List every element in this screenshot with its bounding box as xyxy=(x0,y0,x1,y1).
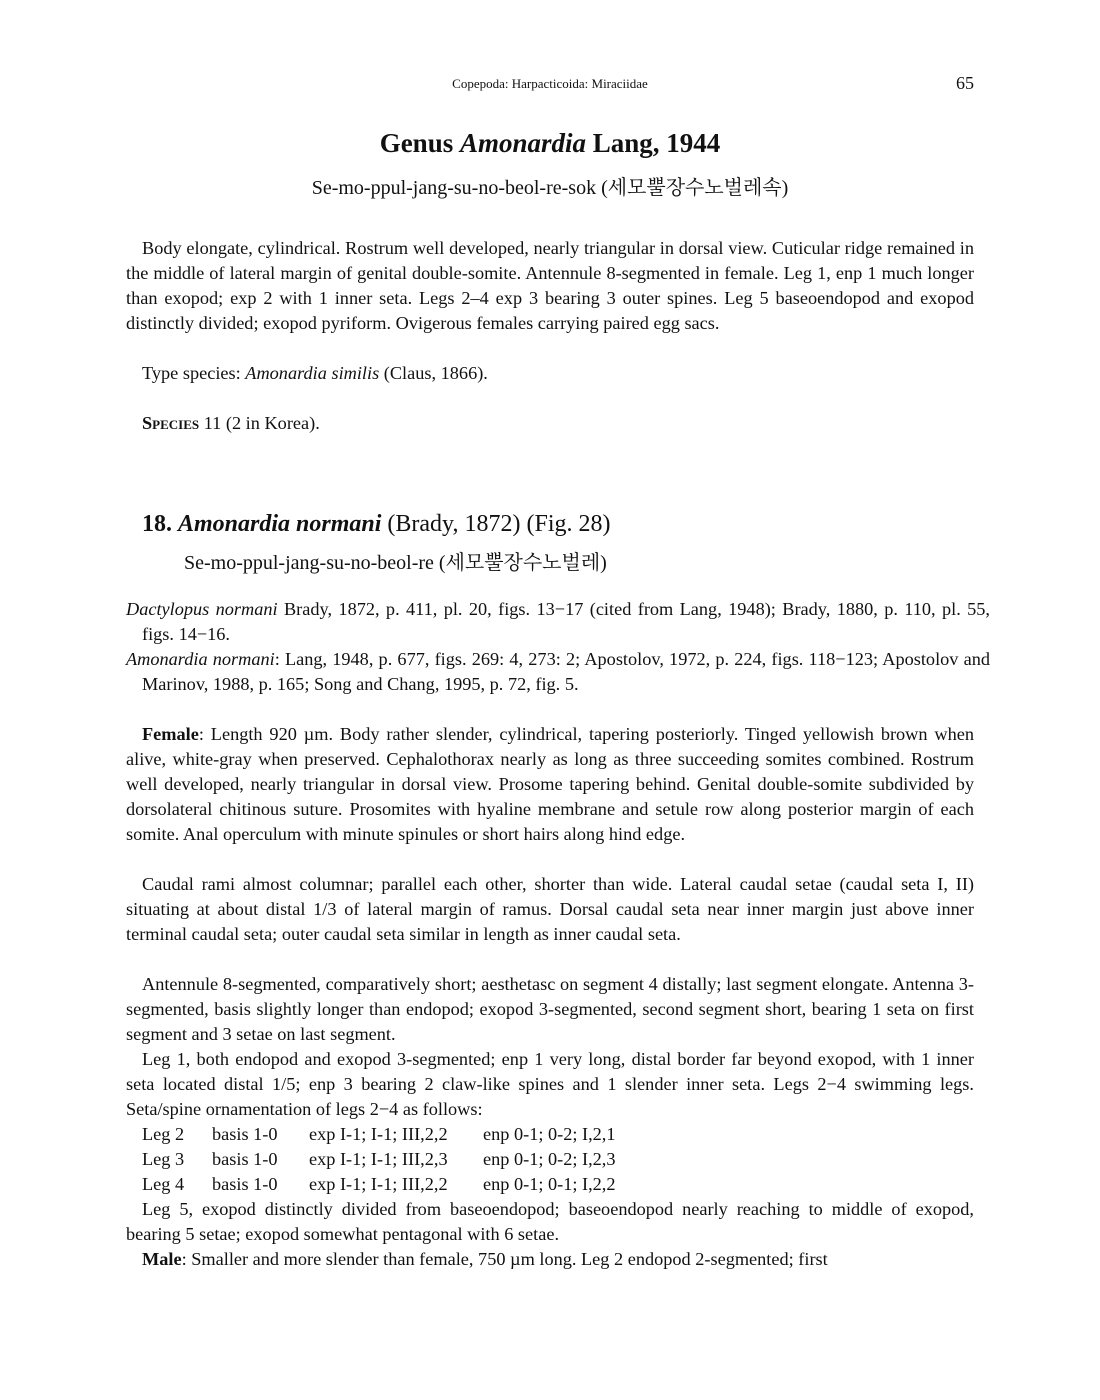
species-count xyxy=(126,411,974,436)
type-species-label: Type species: xyxy=(142,363,246,383)
synonym-name: Amonardia normani xyxy=(126,649,275,669)
species-count-text: 11 (2 in Korea). xyxy=(199,413,320,433)
type-species xyxy=(126,361,974,386)
exp-cell: exp I-1; I-1; III,2,2 xyxy=(309,1174,448,1194)
species-number: 18. xyxy=(142,511,172,537)
species-korean-name: Se-mo-ppul-jang-su-no-beol-re (세모뿔장수노벌레) xyxy=(184,552,607,574)
leg5-description: Leg 5, exopod distinctly divided from baseoendopod; baseoendopod nearly reaching to middle of exopod, bearing 5 setae; exopod somewhat pentagonal with 6 setae. xyxy=(126,1199,974,1244)
basis-cell: basis 1-0 xyxy=(212,1149,278,1169)
female-description xyxy=(126,722,974,847)
species-heading xyxy=(142,511,610,538)
running-head: Copepoda: Harpacticoida: Miraciidae xyxy=(452,76,648,91)
species-name: Amonardia normani xyxy=(178,511,382,537)
species-author: (Brady, 1872) (Fig. 28) xyxy=(381,511,611,537)
caudal-description: Caudal rami almost columnar; parallel each other, shorter than wide. Lateral caudal setae (caudal seta I, II) situating at about distal 1/3 of lateral margin of ramus. Dorsal caudal seta near inner margin just above inner terminal caudal seta; outer caudal seta similar in length as inner caudal seta. xyxy=(126,874,974,944)
synonym-text: : Lang, 1948, p. 677, figs. 269: 4, 273: 2; Apostolov, 1972, p. 224, figs. 118−123; Apostolov and Marinov, 1988, p. 165; Song and Chang, 1995, p. 72, fig. 5. xyxy=(142,649,990,694)
synonym-entry xyxy=(126,647,990,697)
page-number: 65 xyxy=(956,73,974,93)
enp-cell: enp 0-1; 0-2; I,2,3 xyxy=(483,1149,616,1169)
leg-cell: Leg 2 xyxy=(142,1124,185,1144)
synonym-name: Dactylopus normani xyxy=(126,599,278,619)
male-description xyxy=(126,1247,974,1272)
leg-cell: Leg 4 xyxy=(142,1174,185,1194)
basis-cell: basis 1-0 xyxy=(212,1174,278,1194)
leg1-description: Leg 1, both endopod and exopod 3-segmented; enp 1 very long, distal border far beyond exopod, with 1 inner seta located distal 1/5; enp 3 bearing 2 claw-like spines and 1 slender inner seta. Legs 2−4 swimming legs. Seta/spine ornamentation of legs 2−4 as follows: xyxy=(126,1049,974,1119)
genus-title-prefix: Genus xyxy=(379,128,460,158)
antennule-description: Antennule 8-segmented, comparatively short; aesthetasc on segment 4 distally; last segment elongate. Antenna 3-segmented, basis slightly longer than endopod; exopod 3-segmented, second segment short, bearing 1 seta on first segment and 3 setae on last segment. xyxy=(126,974,974,1044)
male-text: : Smaller and more slender than female, 750 µm long. Leg 2 endopod 2-segmented; first xyxy=(181,1249,828,1269)
synonym-text: Brady, 1872, p. 411, pl. 20, figs. 13−17 (cited from Lang, 1948); Brady, 1880, p. 110, pl. 55, figs. 14−16. xyxy=(142,599,991,644)
enp-cell: enp 0-1; 0-1; I,2,2 xyxy=(483,1174,616,1194)
genus-title-suffix: Lang, 1944 xyxy=(586,128,721,158)
type-species-author: (Claus, 1866). xyxy=(379,363,488,383)
basis-cell: basis 1-0 xyxy=(212,1124,278,1144)
exp-cell: exp I-1; I-1; III,2,3 xyxy=(309,1149,448,1169)
genus-korean-name: Se-mo-ppul-jang-su-no-beol-re-sok (세모뿔장수노벌레속) xyxy=(311,177,789,199)
genus-description: Body elongate, cylindrical. Rostrum well developed, nearly triangular in dorsal view. Cuticular ridge remained in the middle of lateral margin of genital double-somite. Antennule 8-segmented in female. Leg 1, enp 1 much longer than exopod; exp 2 with 1 inner seta. Legs 2–4 exp 3 bearing 3 outer spines. Leg 5 baseoendopod and exopod distinctly divided; exopod pyriform. Ovigerous females carrying paired egg sacs. xyxy=(126,238,974,333)
species-count-label: Species xyxy=(142,413,200,433)
female-label: Female xyxy=(142,724,199,744)
male-label: Male xyxy=(142,1249,182,1269)
leg-cell: Leg 3 xyxy=(142,1149,185,1169)
enp-cell: enp 0-1; 0-2; I,2,1 xyxy=(483,1124,616,1144)
synonym-entry xyxy=(126,597,990,647)
genus-title-name: Amonardia xyxy=(459,128,587,158)
genus-title xyxy=(126,128,974,159)
exp-cell: exp I-1; I-1; III,2,2 xyxy=(309,1124,448,1144)
type-species-name: Amonardia similis xyxy=(245,363,380,383)
female-text: : Length 920 µm. Body rather slender, cylindrical, tapering posteriorly. Tinged yellowish brown when alive, white-gray when preserved. Cephalothorax nearly as long as three succeeding somites combined. Rostrum well developed, nearly triangular in dorsal view. Prosome tapering behind. Genital double-somite subdivided by dorsolateral chitinous suture. Prosomites with hyaline membrane and setule row along posterior margin of each somite. Anal operculum with minute spinules or short hairs along hind edge. xyxy=(126,724,974,844)
